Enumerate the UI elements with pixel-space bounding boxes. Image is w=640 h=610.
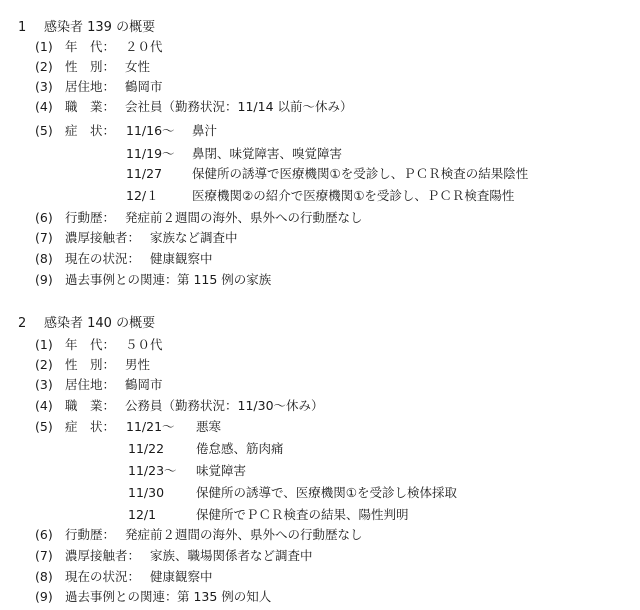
section-number: 2 bbox=[18, 316, 27, 331]
item-label: 居住地： bbox=[65, 79, 116, 94]
symptom-desc: 鼻汁 bbox=[192, 123, 218, 138]
section-title: 感染者 139 の概要 bbox=[44, 20, 156, 35]
item-number: (4) bbox=[35, 99, 53, 114]
item-number: (6) bbox=[35, 210, 53, 225]
item-number: (9) bbox=[35, 272, 53, 287]
item-number: (2) bbox=[35, 59, 53, 74]
item-value: 男性 bbox=[125, 357, 151, 372]
item-number: (7) bbox=[35, 230, 53, 245]
symptom-desc: 保健所の誘導で、医療機関①を受診し検体採取 bbox=[196, 485, 457, 500]
item-number: (2) bbox=[35, 357, 53, 372]
item-number: (1) bbox=[35, 39, 53, 54]
symptom-date: 12/1 bbox=[128, 507, 157, 522]
item-value: ５０代 bbox=[125, 337, 163, 352]
item-number: (3) bbox=[35, 79, 53, 94]
item-number: (3) bbox=[35, 377, 53, 392]
item-value: 会社員（勤務状況：11/14 以前～休み） bbox=[125, 99, 353, 114]
item-value: 健康観察中 bbox=[150, 251, 213, 266]
item-number: (7) bbox=[35, 548, 53, 563]
symptom-date: 11/19～ bbox=[126, 146, 175, 161]
symptom-date: 12/１ bbox=[126, 188, 159, 203]
symptom-date: 11/30 bbox=[128, 485, 165, 500]
symptom-desc: 医療機関②の紹介で医療機関①を受診し、ＰＣＲ検査陽性 bbox=[192, 188, 515, 203]
item-value: 第 135 例の知人 bbox=[177, 589, 272, 604]
symptom-date: 11/27 bbox=[126, 166, 163, 181]
item-label: 性 別： bbox=[65, 59, 116, 74]
item-label: 職 業： bbox=[65, 99, 116, 114]
symptom-date: 11/22 bbox=[128, 441, 165, 456]
item-label: 職 業： bbox=[65, 398, 116, 413]
item-label: 現在の状況： bbox=[65, 569, 141, 584]
item-value: 発症前２週間の海外、県外への行動歴なし bbox=[125, 527, 363, 542]
item-value: ２０代 bbox=[125, 39, 163, 54]
symptom-date: 11/16～ bbox=[126, 123, 175, 138]
item-label: 過去事例との関連： bbox=[65, 589, 178, 604]
item-number: (5) bbox=[35, 419, 53, 434]
item-value: 発症前２週間の海外、県外への行動歴なし bbox=[125, 210, 363, 225]
item-number: (8) bbox=[35, 251, 53, 266]
section-title: 感染者 140 の概要 bbox=[44, 316, 156, 331]
item-label: 行動歴： bbox=[65, 210, 116, 225]
item-number: (5) bbox=[35, 123, 53, 138]
item-value: 女性 bbox=[125, 59, 151, 74]
item-label: 過去事例との関連： bbox=[65, 272, 178, 287]
item-value: 家族、職場関係者など調査中 bbox=[150, 548, 313, 563]
section-number: 1 bbox=[18, 20, 27, 35]
item-label: 居住地： bbox=[65, 377, 116, 392]
item-label: 濃厚接触者： bbox=[65, 548, 141, 563]
item-value: 家族など調査中 bbox=[150, 230, 238, 245]
item-label: 行動歴： bbox=[65, 527, 116, 542]
symptom-desc: 保健所の誘導で医療機関①を受診し、ＰＣＲ検査の結果陰性 bbox=[192, 166, 529, 181]
item-value: 鶴岡市 bbox=[125, 79, 163, 94]
item-label: 症 状： bbox=[65, 419, 116, 434]
item-label: 現在の状況： bbox=[65, 251, 141, 266]
item-label: 年 代： bbox=[65, 39, 116, 54]
item-label: 濃厚接触者： bbox=[65, 230, 141, 245]
item-number: (8) bbox=[35, 569, 53, 584]
item-number: (4) bbox=[35, 398, 53, 413]
item-label: 年 代： bbox=[65, 337, 116, 352]
symptom-desc: 味覚障害 bbox=[196, 463, 247, 478]
symptom-date: 11/21～ bbox=[126, 419, 175, 434]
symptom-date: 11/23～ bbox=[128, 463, 177, 478]
item-value: 健康観察中 bbox=[150, 569, 213, 584]
item-label: 症 状： bbox=[65, 123, 116, 138]
item-label: 性 別： bbox=[65, 357, 116, 372]
symptom-desc: 鼻閉、味覚障害、嗅覚障害 bbox=[192, 146, 343, 161]
item-number: (9) bbox=[35, 589, 53, 604]
item-value: 第 115 例の家族 bbox=[177, 272, 272, 287]
symptom-desc: 倦怠感、筋肉痛 bbox=[196, 441, 284, 456]
symptom-desc: 悪寒 bbox=[196, 419, 222, 434]
item-number: (1) bbox=[35, 337, 53, 352]
item-number: (6) bbox=[35, 527, 53, 542]
item-value: 公務員（勤務状況：11/30～休み） bbox=[125, 398, 324, 413]
symptom-desc: 保健所でＰＣＲ検査の結果、陽性判明 bbox=[196, 507, 409, 522]
item-value: 鶴岡市 bbox=[125, 377, 163, 392]
